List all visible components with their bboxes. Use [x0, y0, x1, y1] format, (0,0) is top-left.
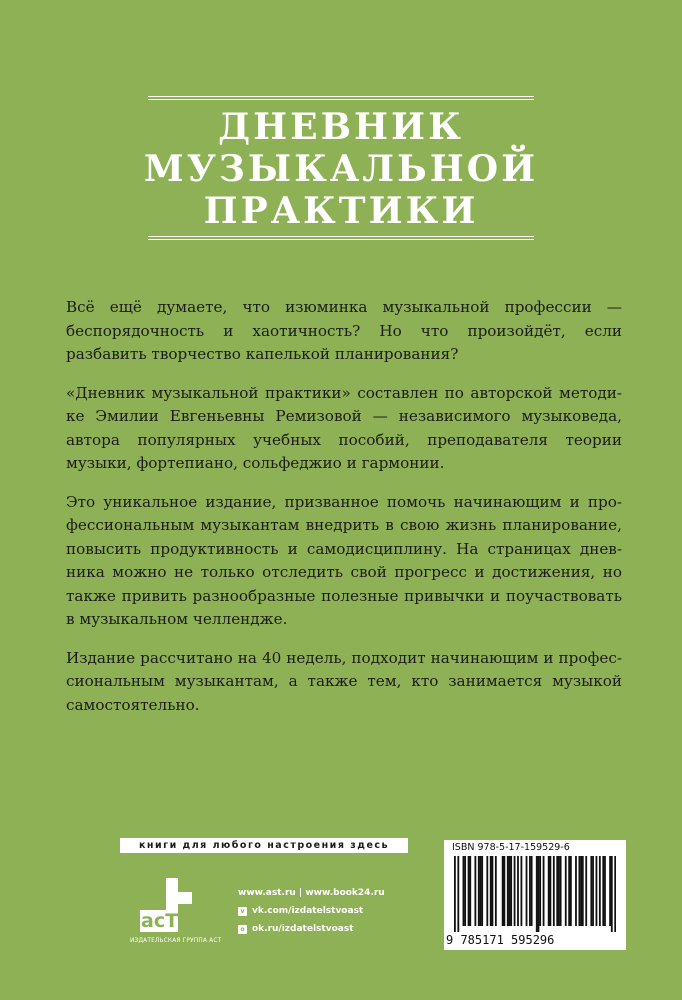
logo-caption: ИЗДАТЕЛЬСКАЯ ГРУППА АСТ: [130, 938, 222, 944]
publisher-links: [238, 884, 385, 938]
ok-link[interactable]: o ok.ru/izdatelstvoast: [238, 920, 385, 938]
book-title: [0, 106, 682, 232]
title-line-2: МУЗЫКАЛЬНОЙ: [143, 148, 539, 190]
barcode-digits-text: 9 785171 595296: [446, 933, 555, 947]
barcode-box: [444, 840, 626, 950]
paragraph-4: Издание рассчитано на 40 недель, подходит начинающим и профессиональным музыкантам, а также тем, кто занимается музыкой самостоятельно.: [66, 648, 622, 714]
title-line-3: ПРАКТИКИ: [203, 190, 479, 232]
paragraph-3: Это уникальное издание, призванное помочь начинающим и профессиональным музыкантам внедрить в свою жизнь планирование, повысить продуктивность и самодисциплину. На страницах дневника можно не только отследить свой прогресс и достижения, но также привить разнообразные полезные привычки и поучаствовать в музыкальном челлендже.: [66, 492, 622, 628]
title-rule-bottom: [148, 236, 534, 240]
ast-logo-text: acT: [141, 910, 179, 932]
vk-icon: v: [238, 907, 247, 916]
paragraph-2: «Дневник музыкальной практики» составлен по авторской методике Эмилии Евгеньевны Ремизовой — независимого музыковеда, автора популярных учебных пособий, преподавателя теории музыки, фортепиано, сольфеджио и гармонии.: [66, 383, 622, 472]
sites-link[interactable]: www.ast.ru | www.book24.ru: [238, 888, 385, 898]
vk-link[interactable]: v vk.com/izdatelstvoast: [238, 902, 385, 920]
ast-logo: [130, 876, 230, 954]
ast-logo-icon: [136, 876, 198, 934]
description: [66, 296, 622, 732]
paragraph-1: Всё ещё думаете, что изюминка музыкальной профессии — беспорядочность и хаотичность? Но что произойдёт, если разбавить творчество капелькой планирования?: [66, 298, 622, 363]
title-rule-top: [148, 96, 534, 100]
title-line-1: ДНЕВНИК: [218, 106, 464, 148]
isbn-text: ISBN 978-5-17-159529-6: [452, 842, 570, 853]
barcode-icon: [454, 856, 616, 932]
slogan-banner: книги для любого настроения здесь: [120, 838, 408, 853]
ok-icon: o: [238, 925, 247, 934]
